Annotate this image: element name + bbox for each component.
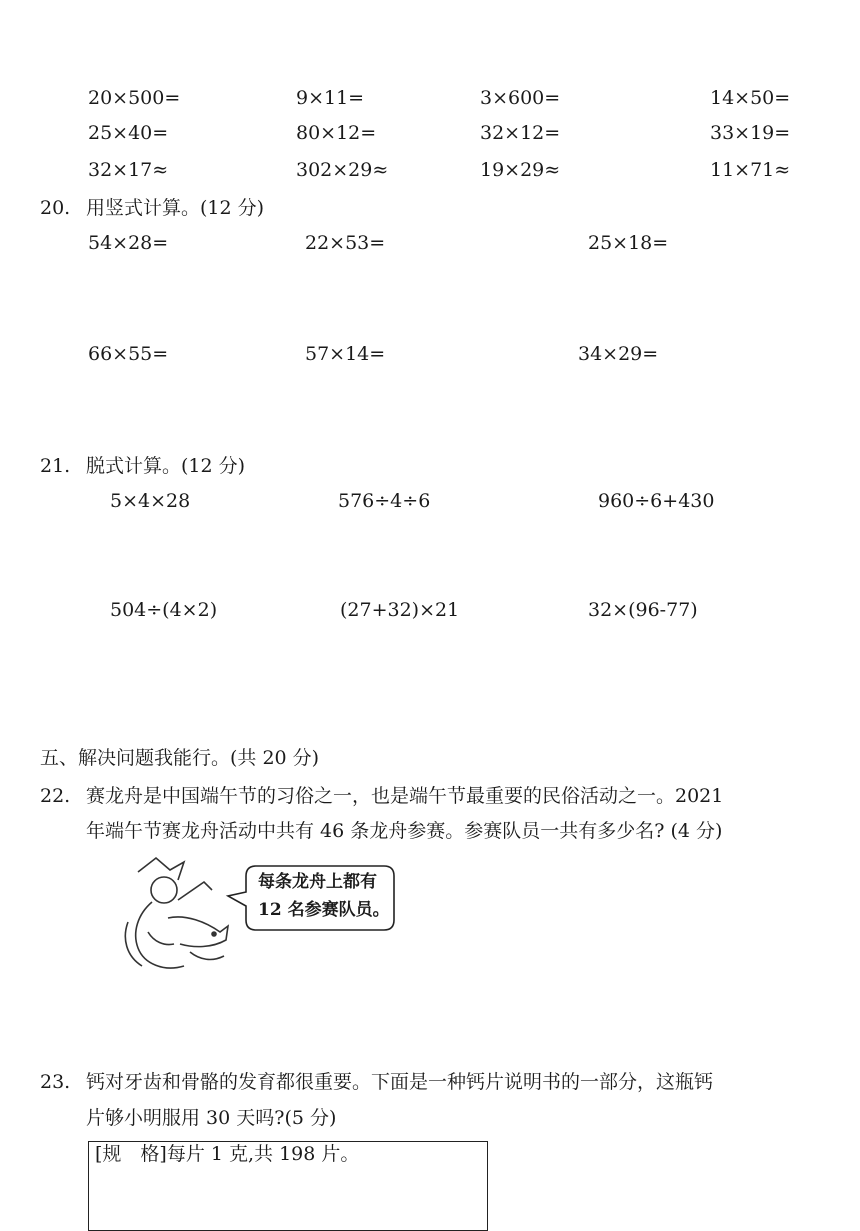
- question-number: 23.: [40, 1071, 71, 1093]
- question-title: 用竖式计算。(12 分): [86, 197, 265, 219]
- vertical-calc-item: 54×28=: [88, 232, 169, 254]
- oral-calc-item: 33×19=: [710, 122, 791, 144]
- question-text: 片够小明服用 30 天吗?(5 分): [86, 1107, 337, 1129]
- question-text: 赛龙舟是中国端午节的习俗之一，也是端午节最重要的民俗活动之一。2021: [86, 785, 724, 807]
- oral-calc-item: 25×40=: [88, 122, 169, 144]
- speech-bubble-text: 每条龙舟上都有: [258, 872, 377, 892]
- stepwise-calc-item: 576÷4÷6: [338, 490, 431, 512]
- stepwise-calc-item: 5×4×28: [110, 490, 191, 512]
- vertical-calc-item: 57×14=: [305, 343, 386, 365]
- oral-calc-item: 9×11=: [296, 87, 365, 109]
- oral-calc-item: 11×71≈: [710, 159, 791, 181]
- stepwise-calc-item: 504÷(4×2): [110, 599, 218, 621]
- oral-calc-item: 14×50=: [710, 87, 791, 109]
- oral-calc-item: 80×12=: [296, 122, 377, 144]
- vertical-calc-item: 22×53=: [305, 232, 386, 254]
- question-number: 22.: [40, 785, 71, 807]
- oral-calc-item: 20×500=: [88, 87, 181, 109]
- question-title: 脱式计算。(12 分): [86, 455, 246, 477]
- speech-bubble-text: 12 名参赛队员。: [258, 900, 390, 920]
- question-number: 20.: [40, 197, 71, 219]
- vertical-calc-item: 25×18=: [588, 232, 669, 254]
- question-number: 21.: [40, 455, 71, 477]
- vertical-calc-item: 66×55=: [88, 343, 169, 365]
- stepwise-calc-item: (27+32)×21: [340, 599, 460, 621]
- question-text: 年端午节赛龙舟活动中共有 46 条龙舟参赛。参赛队员一共有多少名? (4 分): [86, 820, 723, 842]
- stepwise-calc-item: 960÷6+430: [598, 490, 715, 512]
- section-title: 五、解决问题我能行。(共 20 分): [40, 747, 320, 769]
- oral-calc-item: 19×29≈: [480, 159, 561, 181]
- oral-calc-item: 3×600=: [480, 87, 561, 109]
- stepwise-calc-item: 32×(96-77): [588, 599, 698, 621]
- question-text: 钙对牙齿和骨骼的发育都很重要。下面是一种钙片说明书的一部分，这瓶钙: [86, 1071, 714, 1093]
- oral-calc-item: 302×29≈: [296, 159, 389, 181]
- instruction-text: [规 格]每片 1 克,共 198 片。: [95, 1143, 360, 1165]
- oral-calc-item: 32×12=: [480, 122, 561, 144]
- dragon-boat-illustration: [108, 852, 408, 982]
- oral-calc-item: 32×17≈: [88, 159, 169, 181]
- vertical-calc-item: 34×29=: [578, 343, 659, 365]
